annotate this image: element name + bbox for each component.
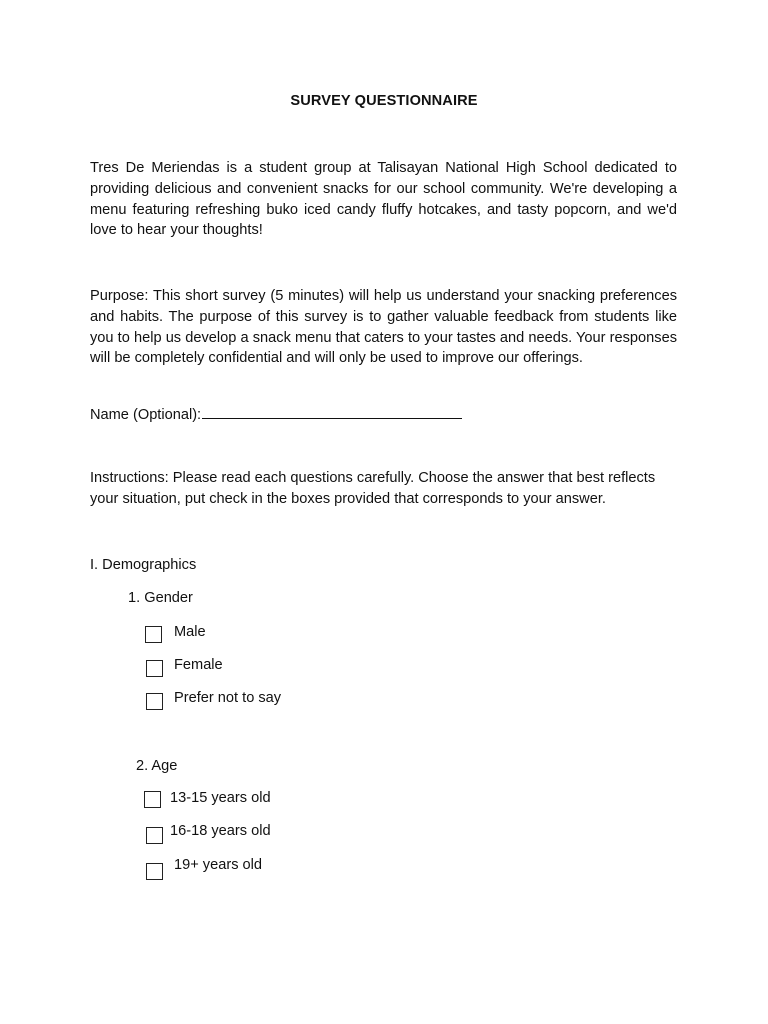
option-label-prefer-not-to-say: Prefer not to say (174, 690, 282, 706)
option-label-male: Male (174, 624, 206, 640)
name-blank-line[interactable] (202, 402, 462, 419)
intro-paragraph: Tres De Meriendas is a student group at Talisayan National High School dedicated to providing delicious and convenient snacks for our school community. We're developing a menu featuring refreshing buko iced candy fluffy hotcakes, and tasty popcorn, and we'd love to hear your thoughts! (90, 160, 677, 239)
purpose-paragraph: Purpose: This short survey (5 minutes) will help us understand your snacking preferences and habits. The purpose of this survey is to gather valuable feedback from students like you to help us develop a snack menu that caters to your tastes and needs. Your responses will be completely confidential and will only be used to improve our offerings. (90, 288, 677, 367)
section-demographics-title: I. Demographics (90, 557, 197, 573)
checkbox-prefer-not-to-say[interactable] (146, 693, 163, 710)
checkbox-male[interactable] (145, 626, 162, 643)
option-label-19-plus: 19+ years old (174, 857, 263, 873)
option-label-female: Female (174, 657, 223, 673)
question-gender-label: 1. Gender (128, 590, 193, 606)
instructions-paragraph: Instructions: Please read each questions carefully. Choose the answer that best reflects your situation, put check in the boxes provided that corresponds to your answer. (90, 470, 656, 507)
document-title: SURVEY QUESTIONNAIRE (290, 93, 478, 109)
question-age-label: 2. Age (136, 758, 178, 774)
option-label-13-15: 13-15 years old (170, 790, 271, 806)
name-field-row (90, 402, 462, 425)
checkbox-female[interactable] (146, 660, 163, 677)
checkbox-16-18[interactable] (146, 827, 163, 844)
checkbox-19-plus[interactable] (146, 863, 163, 880)
name-label: Name (Optional): (90, 407, 202, 423)
option-label-16-18: 16-18 years old (170, 823, 271, 839)
checkbox-13-15[interactable] (144, 791, 161, 808)
